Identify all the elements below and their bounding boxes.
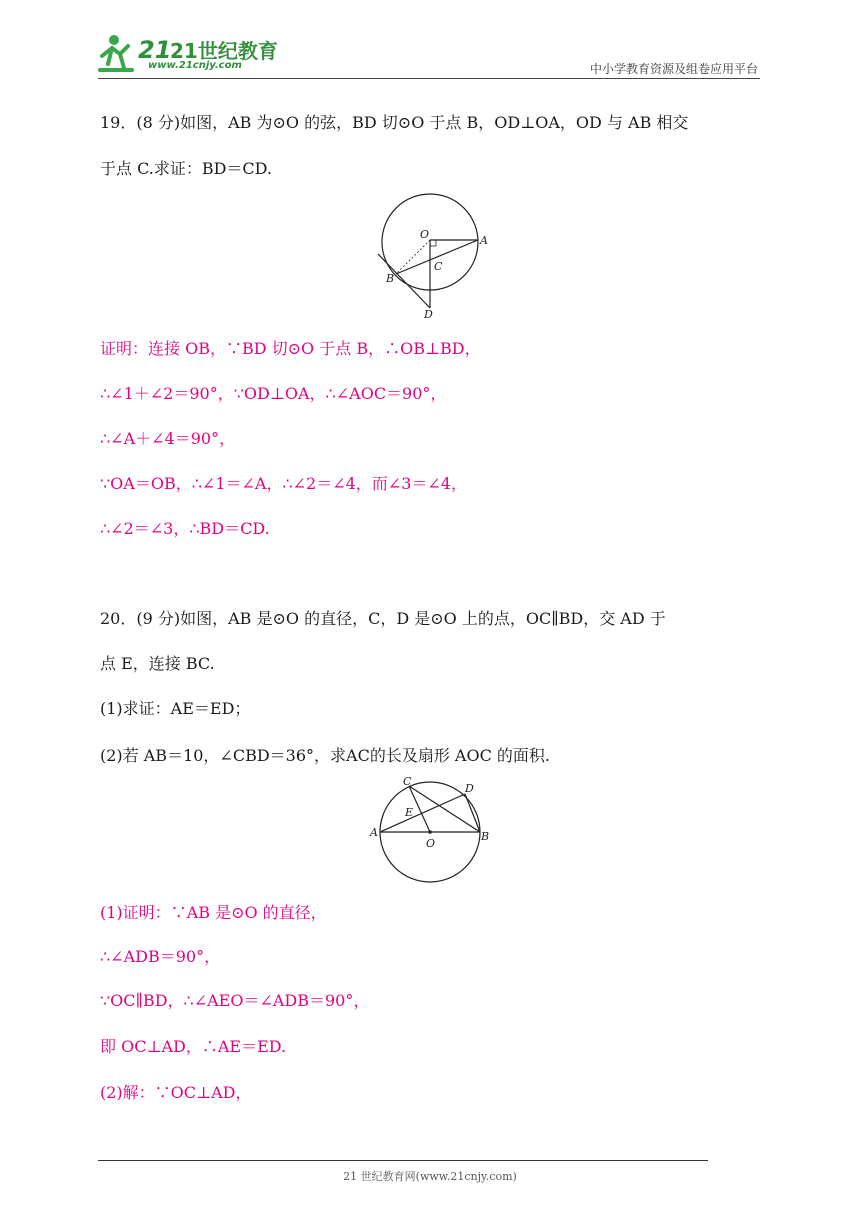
footer-divider bbox=[98, 1160, 708, 1161]
q20-solution-line4: 即 OC⊥AD，∴AE＝ED. bbox=[100, 1037, 287, 1056]
q19-proof-line1: 证明：连接 OB，∵BD 切⊙O 于点 B，∴OB⊥BD， bbox=[100, 339, 481, 358]
q19-figure bbox=[360, 190, 500, 322]
svg-text:21: 21 bbox=[138, 36, 172, 64]
q20-label-o: O bbox=[426, 837, 436, 850]
q20-label-e: E bbox=[405, 806, 414, 819]
q20-solution-line1: (1)证明：∵AB 是⊙O 的直径， bbox=[100, 903, 327, 922]
q20-stem-line2: 点 E，连接 BC. bbox=[100, 654, 215, 673]
q19-label-a: A bbox=[480, 234, 488, 247]
q19-proof-line5: ∴∠2＝∠3，∴BD＝CD. bbox=[100, 519, 270, 538]
q20-figure bbox=[365, 776, 495, 886]
q20-label-d: D bbox=[465, 782, 474, 795]
q20-label-c: C bbox=[403, 775, 412, 788]
q19-proof-line2: ∴∠1＋∠2＝90°，∵OD⊥OA，∴∠AOC＝90°， bbox=[100, 384, 447, 403]
q20-label-a: A bbox=[370, 826, 378, 839]
platform-name: 中小学教育资源及组卷应用平台 bbox=[589, 62, 758, 76]
q19-label-d: D bbox=[424, 308, 433, 321]
q19-label-b: B bbox=[386, 272, 395, 285]
q19-proof-line4: ∵OA＝OB，∴∠1＝∠A，∴∠2＝∠4，而∠3＝∠4， bbox=[100, 474, 467, 493]
q20-part1: (1)求证：AE＝ED； bbox=[100, 699, 251, 718]
q20-stem-line1: 20．(9 分)如图，AB 是⊙O 的直径，C，D 是⊙O 上的点，OC∥BD，交 AD 于 bbox=[100, 609, 666, 628]
q19-label-c: C bbox=[434, 260, 443, 273]
q20-solution-line5: (2)解：∵OC⊥AD， bbox=[100, 1083, 252, 1102]
header-divider bbox=[98, 78, 760, 79]
logo-url: www.21cnjy.com bbox=[148, 60, 242, 71]
logo-21cnjy bbox=[92, 28, 278, 80]
q19-stem-line1: 19．(8 分)如图，AB 为⊙O 的弦，BD 切⊙O 于点 B，OD⊥OA，OD 与 AB 相交 bbox=[100, 113, 689, 132]
page-footer: 21 世纪教育网(www.21cnjy.com) bbox=[343, 1170, 517, 1183]
q20-part2: (2)若 AB＝10，∠CBD＝36°，求AC的长及扇形 AOC 的面积. bbox=[100, 746, 550, 765]
svg-text:21世纪教育: 21世纪教育 bbox=[170, 39, 278, 63]
q20-solution-line2: ∴∠ADB＝90°， bbox=[100, 947, 221, 966]
q19-proof-line3: ∴∠A＋∠4＝90°， bbox=[100, 429, 236, 448]
q19-label-o: O bbox=[420, 228, 430, 241]
q20-solution-line3: ∵OC∥BD，∴∠AEO＝∠ADB＝90°， bbox=[100, 991, 370, 1010]
page-header bbox=[0, 0, 860, 90]
q19-stem-line2: 于点 C.求证：BD＝CD. bbox=[100, 159, 273, 178]
q20-label-b: B bbox=[481, 830, 490, 843]
